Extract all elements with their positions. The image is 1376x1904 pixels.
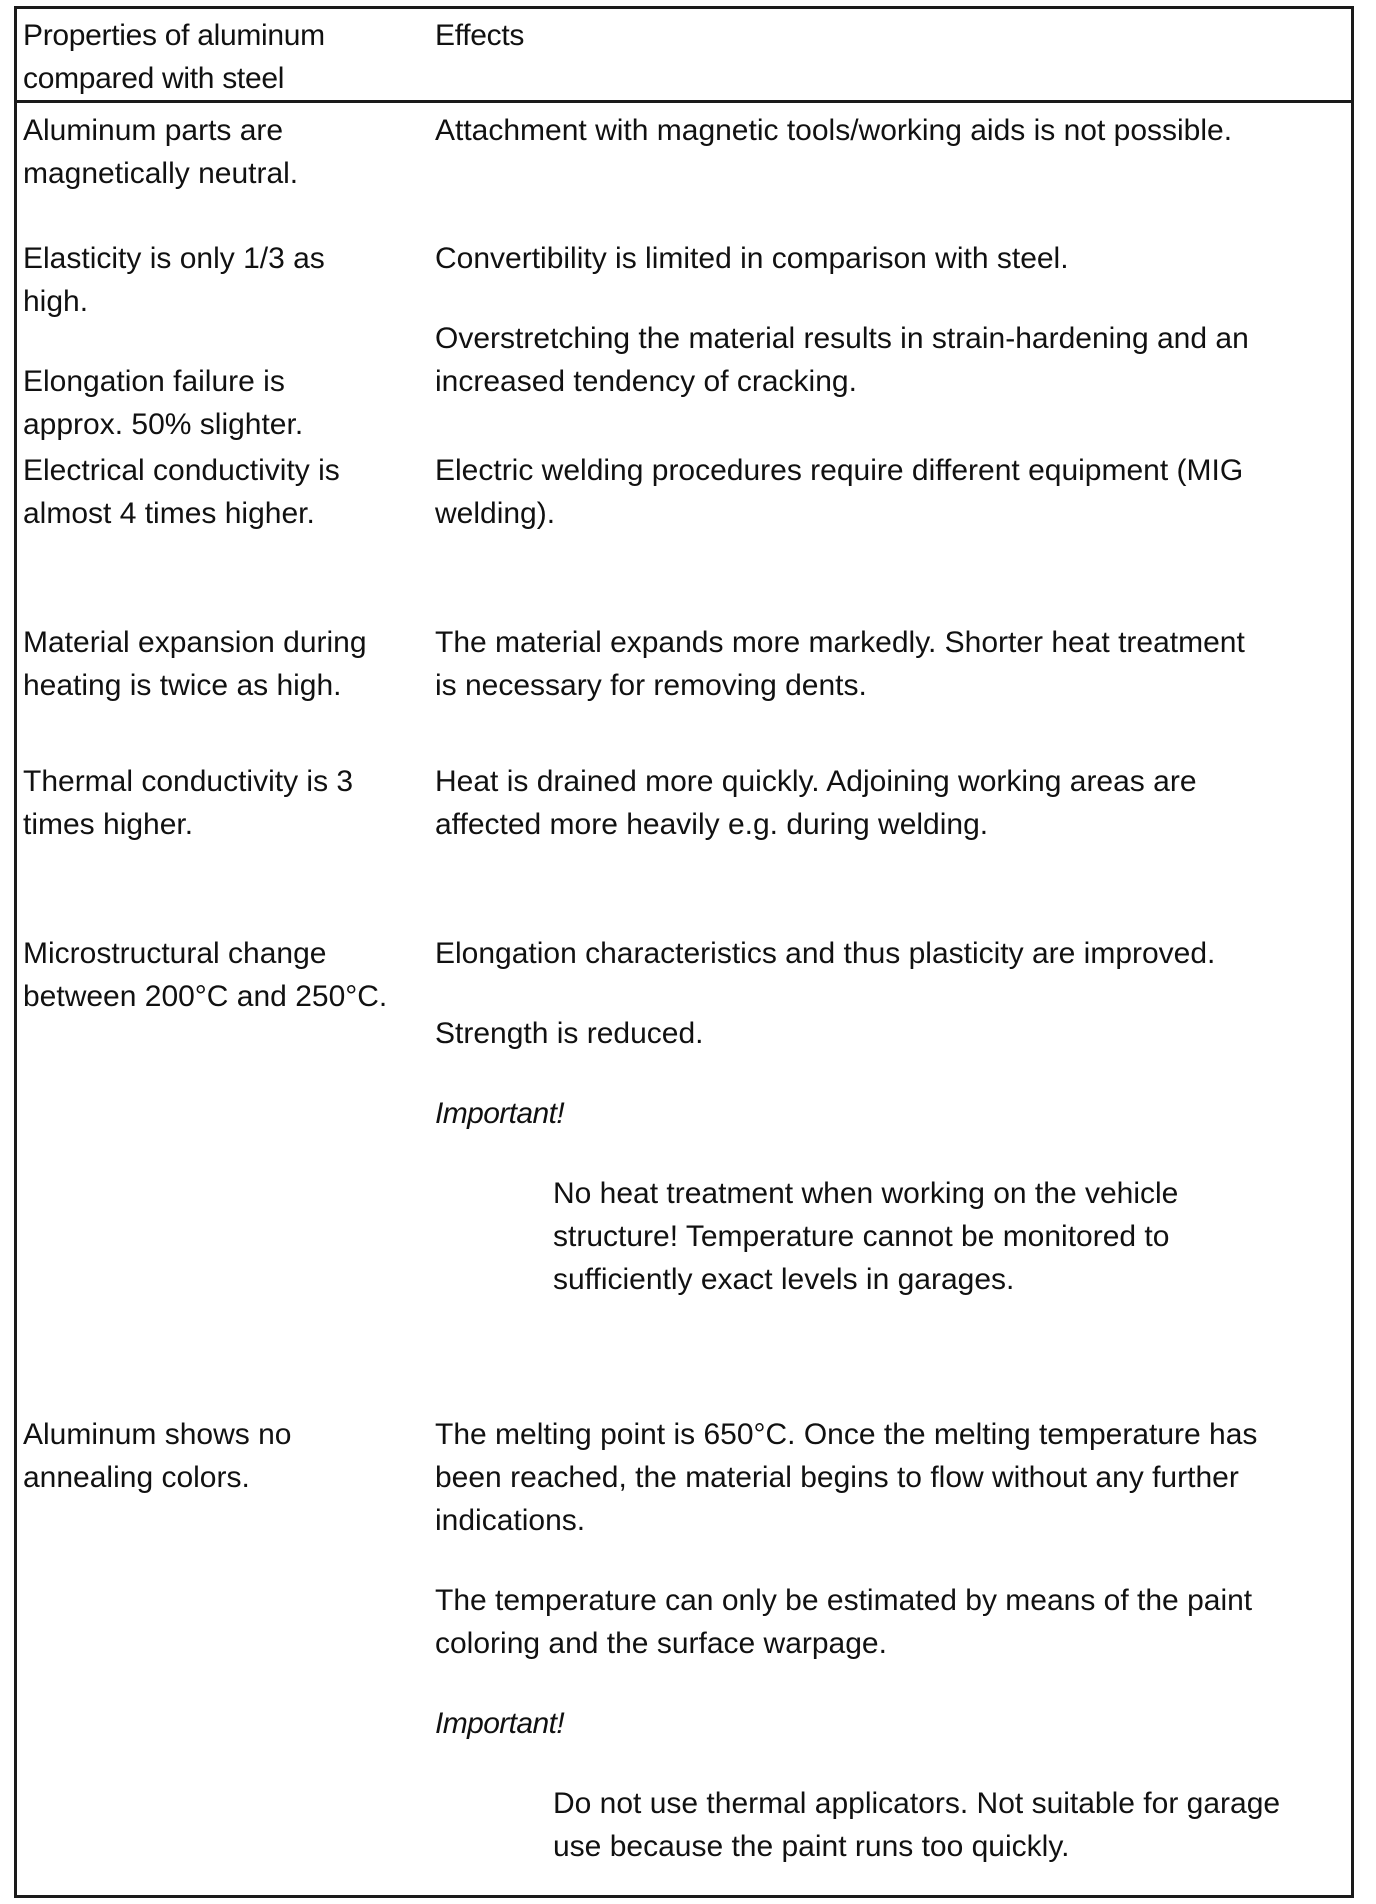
property-elasticity-line-2: high. <box>23 285 89 318</box>
property-elasticity-line-1: Elasticity is only 1/3 as <box>23 242 325 275</box>
effect-annealing-p2-line-2: coloring and the surface warpage. <box>435 1627 887 1660</box>
property-magnetic-line-1: Aluminum parts are <box>23 114 284 147</box>
property-microstructure-line-2: between 200°C and 250°C. <box>23 980 388 1013</box>
effect-annealing-p2-line-1: The temperature can only be estimated by means of the paint <box>435 1584 1253 1617</box>
property-microstructure-line-1: Microstructural change <box>23 937 327 970</box>
properties-effects-table <box>14 6 1354 1898</box>
property-magnetic-line-2: magnetically neutral. <box>23 157 299 190</box>
header-divider <box>17 100 1351 103</box>
effect-thermal-line-2: affected more heavily e.g. during welding. <box>435 808 989 841</box>
effect-annealing-p1-line-2: been reached, the material begins to flow without any further <box>435 1461 1239 1494</box>
effect-expansion-line-1: The material expands more markedly. Shorter heat treatment <box>435 626 1245 659</box>
property-expansion-line-1: Material expansion during <box>23 626 367 659</box>
important-label: Important! <box>435 1097 565 1130</box>
header-properties-line-2: compared with steel <box>23 62 285 95</box>
property-expansion-line-2: heating is twice as high. <box>23 669 342 702</box>
property-elongation-line-1: Elongation failure is <box>23 365 285 398</box>
property-annealing-line-1: Aluminum shows no <box>23 1418 292 1451</box>
effect-annealing-p1-line-1: The melting point is 650°C. Once the melting temperature has <box>435 1418 1258 1451</box>
effect-microstructure-p2-line-1: Strength is reduced. <box>435 1017 704 1050</box>
important-note-line-1: Do not use thermal applicators. Not suitable for garage <box>553 1787 1281 1820</box>
property-electrical-line-1: Electrical conductivity is <box>23 454 340 487</box>
effect-thermal-line-1: Heat is drained more quickly. Adjoining working areas are <box>435 765 1197 798</box>
effect-elasticity-p2-line-1: Overstretching the material results in strain-hardening and an <box>435 322 1249 355</box>
property-thermal-line-1: Thermal conductivity is 3 <box>23 765 354 798</box>
property-electrical-line-2: almost 4 times higher. <box>23 497 315 530</box>
header-properties-line-1: Properties of aluminum <box>23 19 325 52</box>
important-note-line-2: structure! Temperature cannot be monitored to <box>553 1220 1170 1253</box>
important-label: Important! <box>435 1707 565 1740</box>
effect-elasticity-p1-line-1: Convertibility is limited in comparison with steel. <box>435 242 1069 275</box>
important-note-line-1: No heat treatment when working on the vehicle <box>553 1177 1179 1210</box>
effect-microstructure-p1-line-1: Elongation characteristics and thus plasticity are improved. <box>435 937 1216 970</box>
effect-electrical-line-2: welding). <box>435 497 556 530</box>
important-note-line-3: sufficiently exact levels in garages. <box>553 1263 1015 1296</box>
property-annealing-line-2: annealing colors. <box>23 1461 250 1494</box>
header-effects: Effects <box>435 19 525 52</box>
effect-magnetic-line-1: Attachment with magnetic tools/working aids is not possible. <box>435 114 1233 147</box>
property-elongation-line-2: approx. 50% slighter. <box>23 408 304 441</box>
effect-electrical-line-1: Electric welding procedures require different equipment (MIG <box>435 454 1244 487</box>
effect-elasticity-p2-line-2: increased tendency of cracking. <box>435 365 857 398</box>
effect-annealing-p1-line-3: indications. <box>435 1504 586 1537</box>
effect-expansion-line-2: is necessary for removing dents. <box>435 669 867 702</box>
important-note-line-2: use because the paint runs too quickly. <box>553 1830 1070 1863</box>
property-thermal-line-2: times higher. <box>23 808 194 841</box>
